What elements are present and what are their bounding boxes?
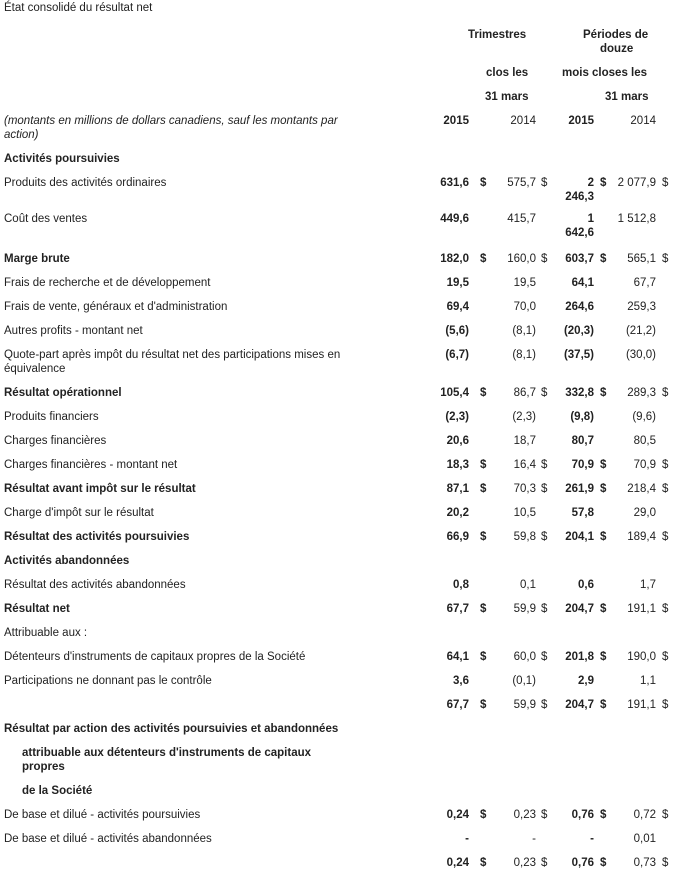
row-value-col-2: 70,0	[513, 301, 536, 313]
row-value-col-3: (9,8)	[570, 411, 594, 423]
row-value-col-2: 0,23	[513, 857, 536, 869]
row-value-col-3: 57,8	[571, 507, 594, 519]
row-value-col-2: 60,0	[513, 651, 536, 663]
row-value-col-2: 575,7	[507, 177, 536, 189]
row-value-col-1: 0,24	[446, 809, 469, 821]
row-label: Frais de recherche et de développement	[4, 277, 211, 289]
row-value-col-1: 449,6	[440, 213, 469, 225]
row-value-col-4: 80,5	[633, 435, 656, 447]
currency-symbol: $	[662, 809, 669, 821]
row-value-col-1: 105,4	[440, 387, 469, 399]
currency-symbol: $	[600, 387, 607, 399]
row-value-col-3: 204,7	[565, 699, 594, 711]
row-label: Résultat des activités poursuivies	[4, 531, 190, 543]
currency-symbol: $	[541, 253, 548, 265]
row-value-col-4: 1,1	[640, 675, 656, 687]
row-value-col-3: 70,9	[571, 459, 594, 471]
row-label: Quote-part après impôt du résultat net des participations mises en équivalence	[4, 349, 341, 375]
row-value-col-3: -	[590, 833, 594, 845]
row-value-col-3: 2,9	[578, 675, 594, 687]
row-value-col-2: 16,4	[513, 459, 536, 471]
row-label: Résultat des activités abandonnées	[4, 579, 186, 591]
year-col-4: 2014	[630, 115, 656, 127]
currency-symbol: $	[662, 483, 669, 495]
row-value-col-2: 59,9	[513, 699, 536, 711]
row-value-col-4: 29,0	[633, 507, 656, 519]
row-value-col-1: 20,2	[446, 507, 469, 519]
row-value-col-3: 0,76	[571, 857, 594, 869]
row-value-col-1: (2,3)	[445, 411, 469, 423]
currency-symbol: $	[541, 387, 548, 399]
row-label: Autres profits - montant net	[4, 325, 143, 337]
row-value-col-2: 0,1	[520, 579, 536, 591]
currency-symbol: $	[541, 459, 548, 471]
row-value-col-1: 0,8	[453, 579, 469, 591]
currency-symbol: $	[480, 177, 487, 189]
row-value-col-2: (2,3)	[512, 411, 536, 423]
currency-symbol: $	[600, 809, 607, 821]
row-value-col-1: 20,6	[446, 435, 469, 447]
row-value-col-4: (9,6)	[632, 411, 656, 423]
row-value-col-1: 67,7	[446, 603, 469, 615]
row-value-col-3: 264,6	[565, 301, 594, 313]
row-label: Produits des activités ordinaires	[4, 177, 167, 189]
row-value-col-4: 2 077,9	[617, 177, 656, 189]
row-label: Résultat opérationnel	[4, 387, 122, 399]
row-value-col-4: 67,7	[633, 277, 656, 289]
row-value-col-4: (21,2)	[625, 325, 656, 337]
currency-symbol: $	[600, 603, 607, 615]
header-periods-line2: douze	[600, 43, 634, 55]
row-value-col-1: 66,9	[446, 531, 469, 543]
header-periods-sub: mois closes les	[562, 67, 648, 79]
currency-symbol: $	[662, 699, 669, 711]
units-note: (montants en millions de dollars canadiens, sauf les montants par action)	[4, 115, 338, 141]
row-label: Résultat net	[4, 603, 70, 615]
row-value-col-1: 182,0	[440, 253, 469, 265]
row-value-col-2: 70,3	[513, 483, 536, 495]
currency-symbol: $	[600, 483, 607, 495]
currency-symbol: $	[600, 699, 607, 711]
row-value-col-2: 0,23	[513, 809, 536, 821]
currency-symbol: $	[662, 177, 669, 189]
row-value-col-2: 59,8	[513, 531, 536, 543]
currency-symbol: $	[480, 387, 487, 399]
currency-symbol: $	[662, 253, 669, 265]
row-value-col-1: (5,6)	[445, 325, 469, 337]
row-label: De base et dilué - activités abandonnées	[4, 833, 212, 845]
row-value-col-3: 332,8	[565, 387, 594, 399]
currency-symbol: $	[480, 253, 487, 265]
currency-symbol: $	[600, 253, 607, 265]
row-value-col-4: 565,1	[627, 253, 656, 265]
row-value-col-3: 261,9	[565, 483, 594, 495]
currency-symbol: $	[541, 857, 548, 869]
header-quarters: Trimestres	[468, 29, 527, 41]
row-label: Activités abandonnées	[4, 555, 130, 567]
header-periods-line1: Périodes de	[583, 29, 649, 41]
row-label: de la Société	[22, 785, 93, 797]
year-col-2: 2014	[510, 115, 536, 127]
row-value-col-4: 1 512,8	[617, 213, 656, 225]
currency-symbol: $	[662, 531, 669, 543]
row-value-col-4: 191,1	[627, 603, 656, 615]
currency-symbol: $	[541, 483, 548, 495]
row-value-col-4: (30,0)	[625, 349, 656, 361]
year-col-1: 2015	[443, 115, 469, 127]
currency-symbol: $	[600, 651, 607, 663]
row-value-col-3: 603,7	[565, 253, 594, 265]
row-value-col-1: 64,1	[446, 651, 469, 663]
row-label: Marge brute	[4, 253, 70, 265]
currency-symbol: $	[480, 531, 487, 543]
row-value-col-2: 18,7	[513, 435, 536, 447]
row-label: Résultat avant impôt sur le résultat	[4, 483, 196, 495]
row-value-col-1: 3,6	[453, 675, 469, 687]
row-value-col-4: 189,4	[627, 531, 656, 543]
row-label: Produits financiers	[4, 411, 99, 423]
row-value-col-2: (8,1)	[512, 349, 536, 361]
row-value-col-2: 10,5	[513, 507, 536, 519]
row-value-col-3: (20,3)	[563, 325, 594, 337]
currency-symbol: $	[662, 459, 669, 471]
row-value-col-4: 190,0	[627, 651, 656, 663]
row-label: Coût des ventes	[4, 213, 88, 225]
document-title: État consolidé du résultat net	[4, 2, 153, 14]
currency-symbol: $	[600, 531, 607, 543]
currency-symbol: $	[541, 177, 548, 189]
row-value-col-1: 631,6	[440, 177, 469, 189]
currency-symbol: $	[662, 857, 669, 869]
row-label: Activités poursuivies	[4, 153, 120, 165]
row-value-col-2: 86,7	[513, 387, 536, 399]
row-label: Charges financières - montant net	[4, 459, 178, 471]
row-value-col-1: 87,1	[446, 483, 469, 495]
header-date-periods: 31 mars	[605, 91, 649, 103]
row-label: Charges financières	[4, 435, 107, 447]
row-value-col-3: 204,1	[565, 531, 594, 543]
row-value-col-1: 67,7	[446, 699, 469, 711]
header-date-quarters: 31 mars	[485, 91, 529, 103]
row-value-col-3: (37,5)	[563, 349, 594, 361]
header-quarters-sub: clos les	[486, 67, 529, 79]
currency-symbol: $	[541, 809, 548, 821]
currency-symbol: $	[480, 857, 487, 869]
row-value-col-2: 19,5	[513, 277, 536, 289]
row-value-col-2: 415,7	[507, 213, 536, 225]
row-label: Frais de vente, généraux et d'administration	[4, 301, 228, 313]
year-col-3: 2015	[568, 115, 594, 127]
row-value-col-4: 0,01	[633, 833, 656, 845]
row-value-col-1: 0,24	[446, 857, 469, 869]
row-label: Charge d'impôt sur le résultat	[4, 507, 154, 519]
row-value-col-1: -	[465, 833, 469, 845]
currency-symbol: $	[600, 459, 607, 471]
currency-symbol: $	[662, 651, 669, 663]
currency-symbol: $	[662, 387, 669, 399]
row-value-col-3: 0,6	[578, 579, 594, 591]
currency-symbol: $	[600, 857, 607, 869]
currency-symbol: $	[662, 603, 669, 615]
row-value-col-1: 19,5	[446, 277, 469, 289]
row-value-col-2: (8,1)	[512, 325, 536, 337]
row-label: Attribuable aux :	[4, 627, 88, 639]
row-label: Participations ne donnant pas le contrôle	[4, 675, 212, 687]
currency-symbol: $	[541, 699, 548, 711]
row-value-col-4: 259,3	[627, 301, 656, 313]
row-value-col-3: 0,76	[571, 809, 594, 821]
row-value-col-3: 204,7	[565, 603, 594, 615]
row-value-col-4: 70,9	[633, 459, 656, 471]
row-value-col-3: 2 246,3	[565, 177, 594, 203]
row-value-col-4: 0,73	[633, 857, 656, 869]
row-value-col-2: 59,9	[513, 603, 536, 615]
row-value-col-4: 289,3	[627, 387, 656, 399]
currency-symbol: $	[480, 699, 487, 711]
row-value-col-2: -	[532, 833, 536, 845]
row-value-col-4: 1,7	[640, 579, 656, 591]
row-label: De base et dilué - activités poursuivies	[4, 809, 201, 821]
row-value-col-3: 201,8	[565, 651, 594, 663]
currency-symbol: $	[600, 177, 607, 189]
row-value-col-3: 80,7	[571, 435, 594, 447]
row-label: attribuable aux détenteurs d'instruments de capitaux propres	[22, 747, 312, 773]
currency-symbol: $	[541, 531, 548, 543]
row-value-col-2: 160,0	[507, 253, 536, 265]
currency-symbol: $	[480, 483, 487, 495]
row-value-col-4: 0,72	[633, 809, 656, 821]
row-label: Résultat par action des activités poursuivies et abandonnées	[4, 723, 339, 735]
row-value-col-2: (0,1)	[512, 675, 536, 687]
row-label: Détenteurs d'instruments de capitaux propres de la Société	[4, 651, 306, 663]
row-value-col-4: 191,1	[627, 699, 656, 711]
row-value-col-1: (6,7)	[445, 349, 469, 361]
currency-symbol: $	[480, 603, 487, 615]
row-value-col-1: 18,3	[446, 459, 469, 471]
row-value-col-4: 218,4	[627, 483, 656, 495]
currency-symbol: $	[541, 651, 548, 663]
currency-symbol: $	[541, 603, 548, 615]
currency-symbol: $	[480, 459, 487, 471]
row-value-col-3: 1 642,6	[565, 213, 594, 239]
row-value-col-3: 64,1	[571, 277, 594, 289]
row-value-col-1: 69,4	[446, 301, 469, 313]
currency-symbol: $	[480, 809, 487, 821]
currency-symbol: $	[480, 651, 487, 663]
